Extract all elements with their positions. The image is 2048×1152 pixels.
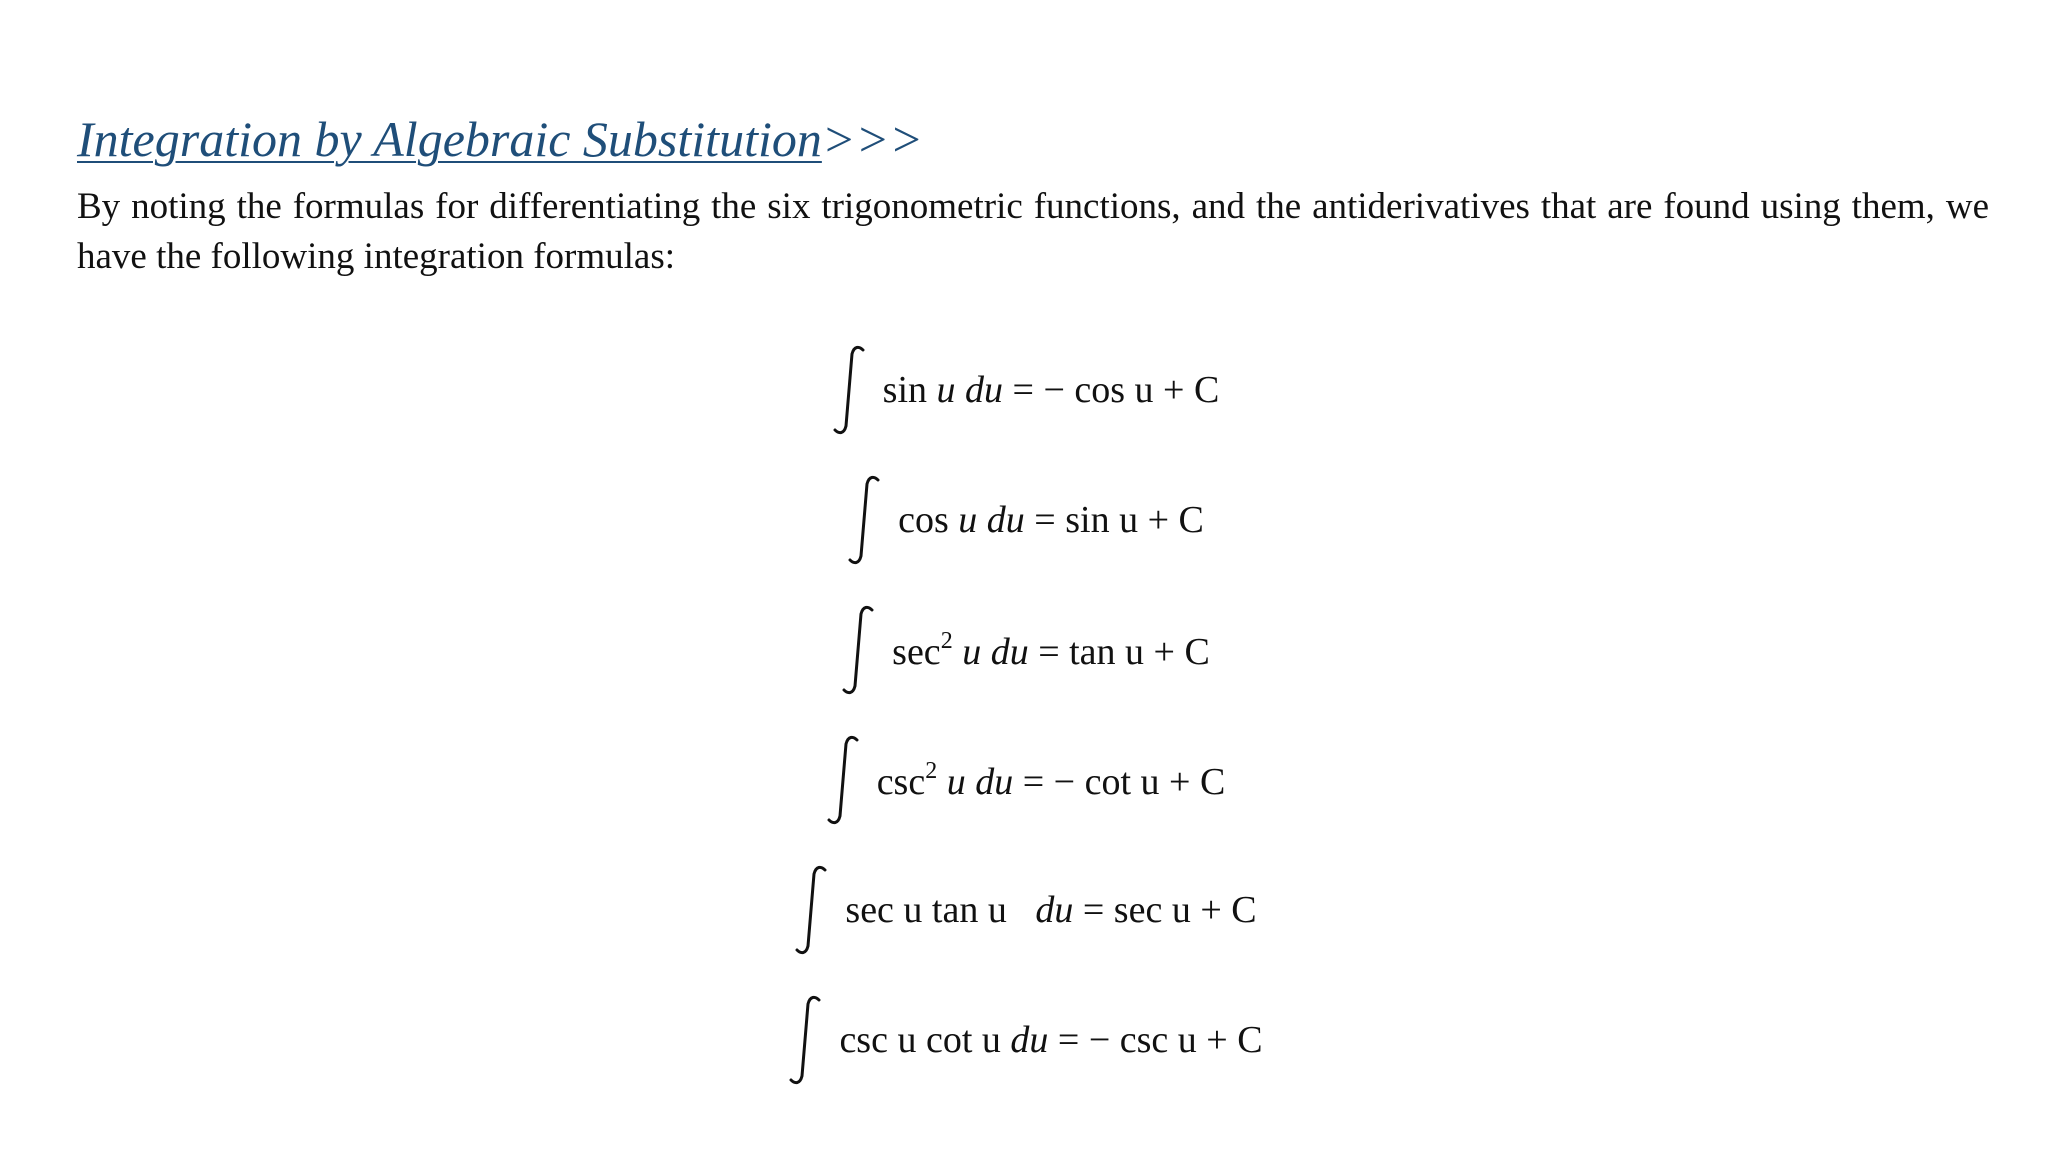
formula-expression: $\csc^2 u$ du = − cot u + C: [876, 758, 1226, 803]
formula-sec-squared: [0, 600, 2048, 700]
section-heading: [77, 112, 923, 167]
integral-sign-icon: [838, 604, 878, 696]
heading-link[interactable]: Integration by Algebraic Substitution: [77, 111, 822, 167]
formula-csc-cot: [0, 990, 2048, 1090]
formula-sec-tan: [0, 860, 2048, 960]
integral-sign-icon: [829, 344, 869, 436]
formula-expression: sin u du = − cos u + C: [882, 369, 1220, 411]
formula-expression: sec u tan u du = sec u + C: [845, 889, 1257, 931]
intro-paragraph: By noting the formulas for differentiating the six trigonometric functions, and the antiderivatives that are found using them, we have the following integration formulas:: [77, 186, 1989, 277]
integral-sign-icon: [785, 994, 825, 1086]
formula-expression: $\sec^2 u$ du = tan u + C: [892, 628, 1210, 673]
integral-sign-icon: [791, 864, 831, 956]
integral-sign-icon: [823, 734, 863, 826]
formula-cos: [0, 470, 2048, 570]
integral-sign-icon: [844, 474, 884, 566]
formula-sin: [0, 340, 2048, 440]
formula-expression: csc u cot u du = − csc u + C: [839, 1019, 1263, 1061]
formula-expression: cos u du = sin u + C: [898, 499, 1204, 541]
heading-arrows: >>>: [821, 111, 924, 167]
formula-csc-squared: [0, 730, 2048, 830]
